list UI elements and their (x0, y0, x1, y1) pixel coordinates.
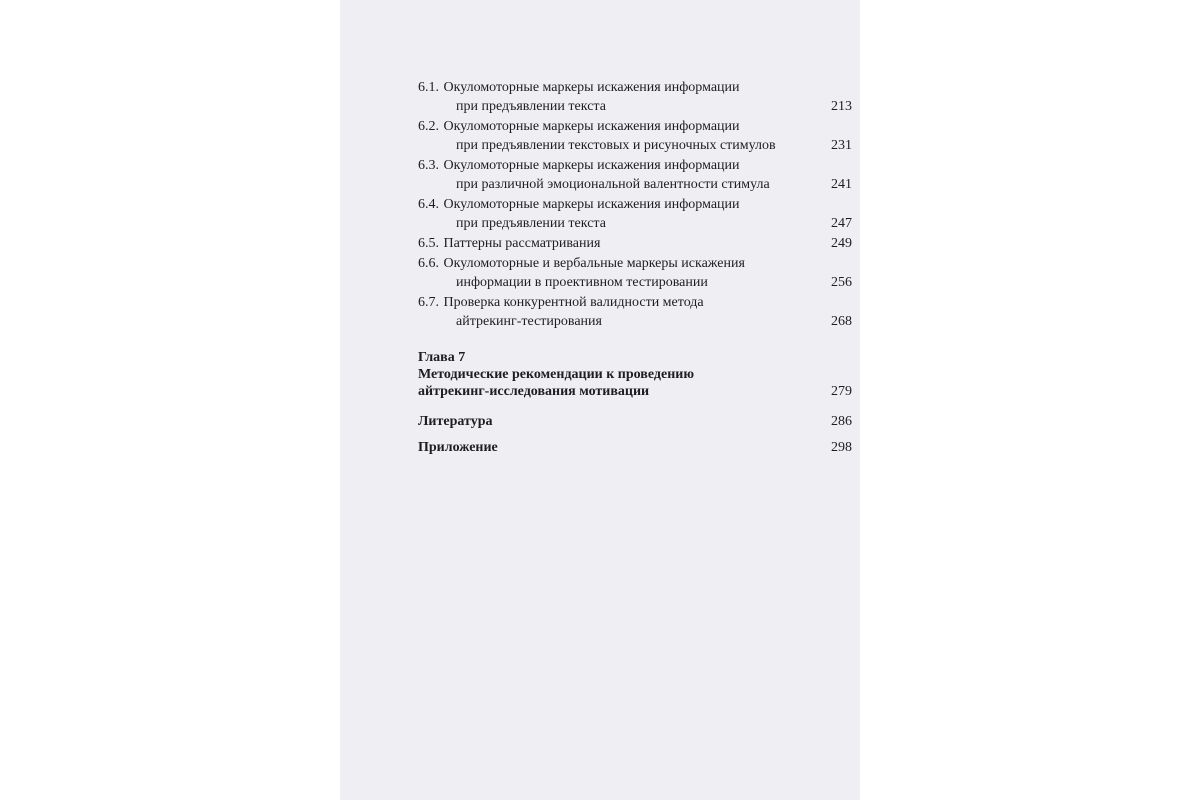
toc-entry-6-3 (418, 156, 852, 194)
section-title: Окуломоторные маркеры искажения информации (443, 119, 740, 134)
page-number: 268 (831, 314, 852, 329)
chapter-title-continued: айтрекинг-исследования мотивации (418, 384, 650, 399)
section-number: 6.2. (418, 119, 439, 134)
page-number: 279 (831, 384, 852, 399)
section-title-continued: при предъявлении текстовых и рисуночных стимулов (456, 138, 776, 153)
chapter-label: Глава 7 (418, 350, 466, 365)
page-number: 286 (831, 414, 852, 429)
section-number: 6.5. (418, 236, 439, 251)
table-of-contents (418, 78, 852, 457)
chapter-title: Методические рекомендации к проведению (418, 367, 695, 382)
page-number: 241 (831, 177, 852, 192)
section-title-continued: айтрекинг-тестирования (456, 314, 602, 329)
section-number: 6.6. (418, 256, 439, 271)
section-title: Окуломоторные маркеры искажения информации (443, 158, 740, 173)
page-number: 231 (831, 138, 852, 153)
page-number: 256 (831, 275, 852, 290)
section-number: 6.7. (418, 295, 439, 310)
toc-entry-6-2 (418, 117, 852, 155)
toc-literature (418, 412, 852, 431)
appendix-label: Приложение (418, 440, 498, 455)
page-number: 249 (831, 236, 852, 251)
section-title: Окуломоторные маркеры искажения информации (443, 80, 740, 95)
toc-entry-6-1 (418, 78, 852, 116)
toc-chapter-7 (418, 349, 852, 400)
page-number: 213 (831, 99, 852, 114)
section-number: 6.3. (418, 158, 439, 173)
toc-entry-6-4 (418, 195, 852, 233)
page-number: 247 (831, 216, 852, 231)
toc-appendix (418, 438, 852, 457)
toc-entry-6-7 (418, 293, 852, 331)
section-number: 6.4. (418, 197, 439, 212)
literature-label: Литература (418, 414, 493, 429)
section-title-continued: информации в проективном тестировании (456, 275, 708, 290)
section-title-continued: при предъявлении текста (456, 216, 606, 231)
book-page (340, 0, 860, 800)
toc-entry-6-5 (418, 234, 852, 253)
section-title-continued: при различной эмоциональной валентности стимула (456, 177, 770, 192)
page-number: 298 (831, 440, 852, 455)
section-title: Паттерны рассматривания (443, 236, 601, 251)
section-title-continued: при предъявлении текста (456, 99, 606, 114)
section-number: 6.1. (418, 80, 439, 95)
section-title: Окуломоторные маркеры искажения информации (443, 197, 740, 212)
section-title: Окуломоторные и вербальные маркеры искажения (443, 256, 745, 271)
section-title: Проверка конкурентной валидности метода (443, 295, 704, 310)
toc-entry-6-6 (418, 254, 852, 292)
